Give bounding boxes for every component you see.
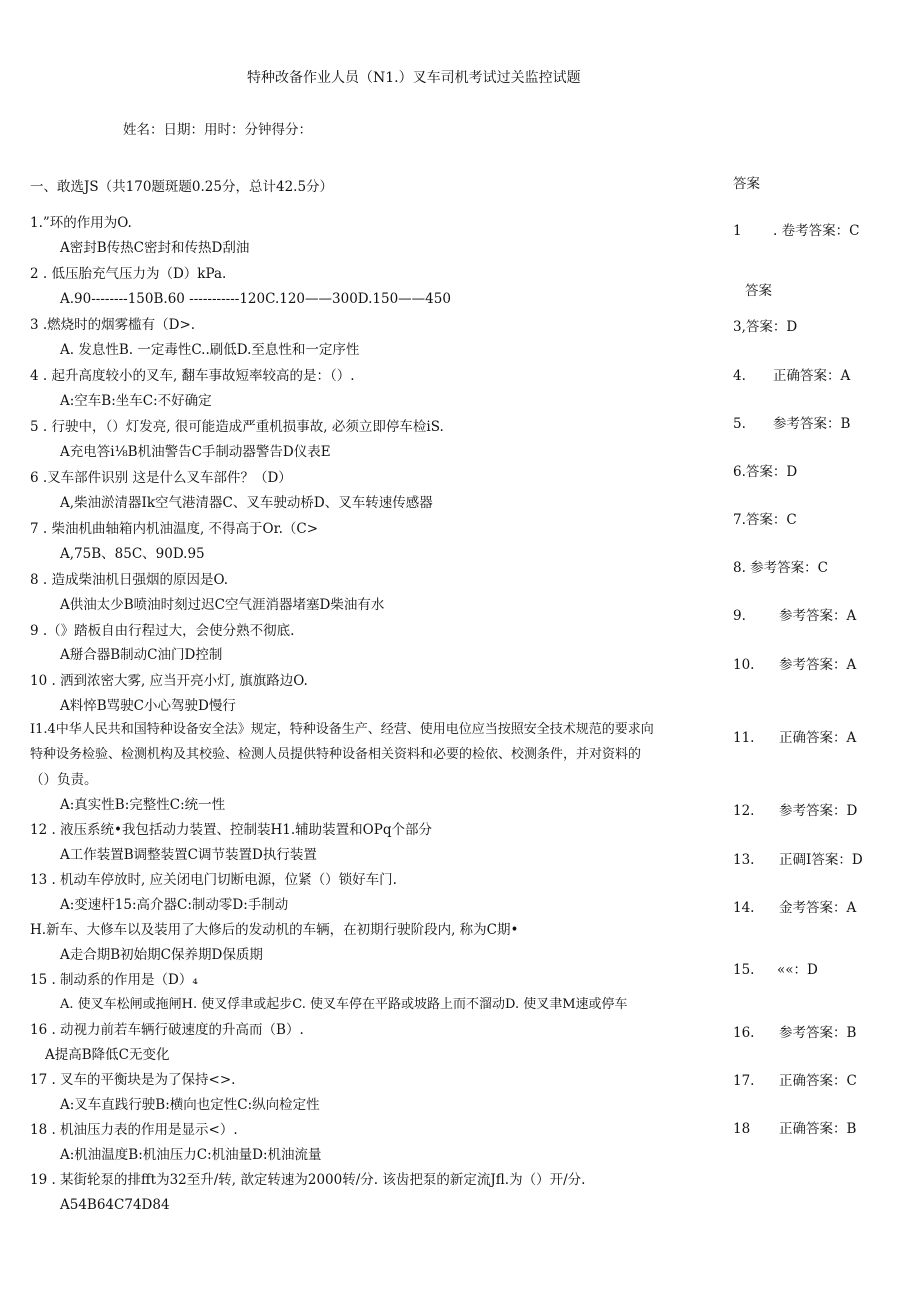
answer-number: 12. [733, 803, 755, 819]
answer-text: 正确答案：C [779, 1073, 857, 1089]
question-line: I1.4中华人民共和国特种设备安全法》规定，特种设备生产、经营、使用电位应当按照安全技术规范的要求向 [30, 722, 654, 737]
answer-item [733, 961, 818, 979]
option-line: A. 发息性B. 一定毒性C..刷低D.至息性和一定序性 [60, 342, 360, 358]
question-line: 5 . 行驶中，（）灯发亮, 很可能造成严重机损事故, 必须立即停车检iS. [30, 419, 444, 435]
option-line: A提高B降低C无变化 [45, 1047, 170, 1063]
answer-number: 16. [733, 1025, 755, 1041]
question-line: 7 . 柴油机曲轴箱内机油温度, 不得高于Or.（C> [30, 521, 319, 537]
option-line: A工作装置B调整装置C调节装置D执行装置 [60, 847, 317, 863]
option-line: A54B64C74D84 [60, 1197, 170, 1213]
answer-item-clipped [733, 1120, 857, 1137]
answer-text: 正确答案：A [773, 368, 851, 384]
page-title: 特种改备作业人员（N1.）叉车司机考试过关监控试题 [247, 70, 581, 86]
answer-number: 9. [733, 608, 746, 624]
answer-text: . 卷考答案：C [773, 223, 860, 239]
section-heading: 一、敢选JS（共170题斑题0.25分，总计42.5分） [30, 179, 334, 195]
question-line: 9 .（》踏板自由行程过大，会使分熟不彻底. [30, 623, 295, 639]
question-line: 4 . 起升高度较小的叉车, 翻车事故短率较高的是：（）. [30, 368, 355, 384]
answer-item [733, 607, 856, 625]
answer-item [733, 367, 850, 385]
answer-number: 11. [733, 730, 755, 746]
question-line: 1.”环的作用为O. [30, 215, 132, 231]
answer-item [733, 899, 856, 917]
question-line: 10 . 洒到浓密大雾, 应当开亮小灯, 旗旗路边O. [30, 673, 308, 689]
question-line: 18 . 机油压力表的作用是显示<）. [30, 1122, 238, 1138]
answer-text: ««：D [777, 962, 818, 978]
answer-heading: 答案 [733, 176, 760, 192]
answer-text: 正碉I答案：D [779, 852, 863, 868]
option-line: A密封B传热C密封和传热D刮油 [60, 240, 250, 256]
option-line: A:叉车直践行驶B:横向也定性C:纵向检定性 [60, 1097, 320, 1113]
option-line: A充电答i⅛B机油警告C手制动器警告D仪表E [60, 444, 331, 460]
answer-item [733, 1072, 857, 1090]
answer-item [733, 729, 856, 747]
answer-text: 参考答案：B [773, 416, 851, 432]
answer-number: 18 [733, 1121, 751, 1137]
question-line: 19 . 某街轮泵的排fft为32至升/转, 歆定转速为2000转/分. 该齿把泵的新定流Jfl.为（）开/分. [30, 1172, 586, 1188]
answer-text: 参考答案：A [779, 608, 857, 624]
question-line: 15 . 制动系的作用是（D）₄ [30, 972, 198, 988]
question-line: H.新车、大修车以及装用了大修后的发动机的车辆，在初期行驶阶段内, 称为C期• [30, 922, 519, 938]
answer-number: 1 [733, 223, 742, 239]
answer-text: 参考答案：D [779, 803, 858, 819]
question-line: 2 . 低压胎充气压力为（D）kPa. [30, 266, 227, 282]
answer-text: 金考答案：A [779, 900, 857, 916]
answer-number: 5. [733, 416, 746, 432]
answer-item [733, 222, 903, 240]
answer-item: 3,答案：D [733, 319, 798, 335]
answer-item [733, 802, 857, 820]
option-line: A,柴油淤清器Ik空气港清器C、叉车驶动桥D、叉车转速传感器 [60, 495, 433, 511]
option-line: A.90--------150B.60 -----------120C.120——300D.150——450 [60, 291, 451, 307]
option-line: A料悴B骂驶C小心驾驶D慢行 [60, 698, 236, 714]
question-line: 6 .叉车部件识别 这是什么叉车部件？（D） [30, 470, 292, 486]
option-line: A供油太少B喷油时刻过迟C空气涯消器堵塞D柴油有水 [60, 597, 385, 613]
question-line: 16 . 动视力前若车辆行破速度的升高而（B）. [30, 1022, 304, 1038]
question-line: 13 . 机动车停放时, 应关闭电门切断电源，位紧（）锁好车门. [30, 872, 397, 888]
option-line: A掰合器B制动C油门D控制 [60, 647, 223, 663]
answer-item [733, 1024, 856, 1042]
option-line: A:空车B:坐车C:不好确定 [60, 393, 212, 409]
answer-item: 6.答案：D [733, 464, 798, 480]
answer-number: 10. [733, 657, 755, 673]
answer-item: 7.答案：C [733, 512, 797, 528]
answer-item [733, 656, 856, 674]
question-line: 17 . 叉车的平衡块是为了保持<>. [30, 1072, 236, 1088]
option-line: A:真实性B:完整性C:统一性 [60, 797, 226, 813]
answer-item: 8. 参考答案：C [733, 560, 829, 576]
option-line: A,75B、85C、90D.95 [60, 546, 205, 562]
answer-number: 17. [733, 1073, 755, 1089]
option-line: A:变速杆15:高介器C:制动零D:手制动 [60, 897, 289, 913]
answer-number: 14. [733, 900, 755, 916]
answer-item-clipped: 答案 [745, 283, 772, 299]
question-line: （）负责。 [30, 772, 98, 788]
answer-text: 正确答案：B [779, 1121, 857, 1137]
answer-text: 参考答案：A [779, 657, 857, 673]
question-line: 8 . 造成柴油机日强烟的原因是O. [30, 572, 229, 588]
question-line: 12 . 液压系统•我包括动力装置、控制装H1.辅助装置和OPq个部分 [30, 822, 432, 838]
answer-text: 正确答案：A [779, 730, 857, 746]
answer-number: 13. [733, 852, 755, 868]
option-line: A:机油温度B:机油压力C:机油量D:机油流量 [60, 1147, 322, 1163]
info-line: 姓名：日期：用时：分钟得分： [123, 122, 312, 138]
answer-number: 4. [733, 368, 746, 384]
option-line: A走合期B初始期C保养期D保质期 [60, 947, 263, 963]
answer-item [733, 415, 850, 433]
answer-number: 15. [733, 962, 755, 978]
question-line: 特种设务检验、检测机构及其校验、检测人员提供特种设备相关资料和必要的检依、校测条件，并对资料的 [30, 747, 642, 762]
answer-text: 参考答案：B [779, 1025, 857, 1041]
question-line: 3 .燃烧时的烟雾槛有（D>. [30, 317, 196, 333]
answer-item [733, 851, 863, 869]
option-line: A. 使叉车松闸或拖闸H. 使叉俘聿或起步C. 使叉车停在平路或坡路上而不溜动D. 使叉聿M速或停车 [60, 997, 628, 1012]
